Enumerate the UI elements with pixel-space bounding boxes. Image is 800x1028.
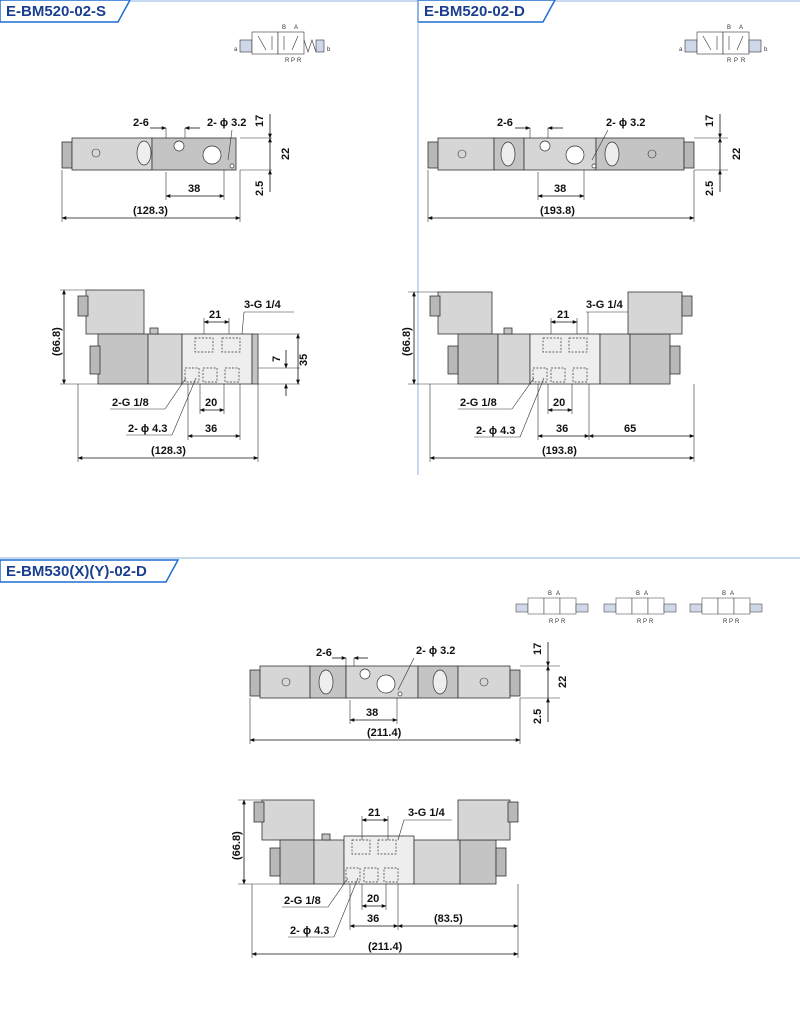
dim-total: (211.4) bbox=[368, 941, 403, 953]
symbol-label-b-port: B bbox=[722, 591, 727, 597]
pneumatic-symbol-closed-center bbox=[516, 591, 588, 625]
section-title-bm530 bbox=[0, 560, 178, 582]
section-title-text: E-BM530(X)(Y)-02-D bbox=[6, 563, 147, 580]
symbol-label-r1: R bbox=[285, 58, 290, 64]
dim-h25: 2.5 bbox=[704, 180, 716, 196]
symbol-label-b: b bbox=[327, 47, 331, 53]
pneumatic-symbol-pressure-center bbox=[690, 591, 762, 625]
symbol-label-a: a bbox=[234, 47, 238, 53]
dim-w21: 21 bbox=[368, 807, 381, 819]
symbol-label-a-port: A bbox=[556, 591, 561, 597]
symbol-label-b-port: B bbox=[548, 591, 553, 597]
symbol-label-b-port: B bbox=[636, 591, 641, 597]
dim-h668: (66.8) bbox=[51, 327, 63, 356]
dim-g18: 2-G 1/8 bbox=[284, 895, 321, 907]
d-top-view bbox=[428, 138, 694, 170]
dim-hole43: 2- ϕ 4.3 bbox=[128, 423, 168, 435]
pneumatic-symbol-double bbox=[679, 25, 768, 64]
s-front-view bbox=[78, 290, 258, 384]
dim-h7: 7 bbox=[271, 355, 283, 362]
dim-hole: 2- ϕ 3.2 bbox=[416, 645, 456, 657]
dim-h17: 17 bbox=[532, 642, 544, 655]
dim-g18: 2-G 1/8 bbox=[460, 397, 497, 409]
symbol-label-a-port: A bbox=[739, 25, 744, 31]
symbol-label-r1: R bbox=[549, 619, 554, 625]
symbol-label-p: P bbox=[734, 58, 739, 64]
section-title-text: E-BM520-02-D bbox=[424, 3, 525, 20]
symbol-label-a: a bbox=[679, 47, 683, 53]
dim-h17: 17 bbox=[254, 114, 266, 127]
s-top-view bbox=[62, 138, 236, 170]
dim-h22: 22 bbox=[731, 147, 743, 160]
dim-w38: 38 bbox=[554, 183, 567, 195]
dim-w38: 38 bbox=[188, 183, 201, 195]
symbol-label-r1: R bbox=[723, 619, 728, 625]
d-front-view bbox=[430, 292, 692, 384]
dim-h22: 22 bbox=[557, 675, 569, 688]
symbol-label-p: P bbox=[555, 619, 560, 625]
dim-w65: 65 bbox=[624, 423, 637, 435]
dim-ports: 2-6 bbox=[316, 647, 332, 659]
dim-g14: 3-G 1/4 bbox=[408, 807, 445, 819]
dim-total: (193.8) bbox=[542, 445, 577, 457]
symbol-label-r1: R bbox=[727, 58, 732, 64]
dim-w20: 20 bbox=[367, 893, 380, 905]
dim-hole: 2- ϕ 3.2 bbox=[606, 117, 646, 129]
dim-h22: 22 bbox=[280, 147, 292, 160]
symbol-label-r2: R bbox=[297, 58, 302, 64]
dim-w20: 20 bbox=[553, 397, 566, 409]
symbol-label-p: P bbox=[729, 619, 734, 625]
dim-h35: 35 bbox=[298, 353, 310, 366]
dim-w36: 36 bbox=[367, 913, 380, 925]
dim-w21: 21 bbox=[209, 309, 222, 321]
pneumatic-symbol-exhaust-center bbox=[604, 591, 676, 625]
dim-w835: (83.5) bbox=[434, 913, 463, 925]
symbol-label-r2: R bbox=[649, 619, 654, 625]
dim-h668: (66.8) bbox=[231, 831, 243, 860]
symbol-label-b-port: B bbox=[282, 25, 287, 31]
dim-hole43: 2- ϕ 4.3 bbox=[290, 925, 330, 937]
dim-g14: 3-G 1/4 bbox=[244, 299, 281, 311]
dim-w38: 38 bbox=[366, 707, 379, 719]
dim-w36: 36 bbox=[556, 423, 569, 435]
section-title-bm520-d bbox=[418, 0, 555, 22]
dim-ports: 2-6 bbox=[497, 117, 513, 129]
symbol-label-a-port: A bbox=[644, 591, 649, 597]
dim-w20: 20 bbox=[205, 397, 218, 409]
dim-h25: 2.5 bbox=[532, 708, 544, 724]
symbol-label-r1: R bbox=[637, 619, 642, 625]
dim-h17: 17 bbox=[704, 114, 716, 127]
dim-w36: 36 bbox=[205, 423, 218, 435]
dim-g14: 3-G 1/4 bbox=[586, 299, 623, 311]
dim-g18: 2-G 1/8 bbox=[112, 397, 149, 409]
dim-h25: 2.5 bbox=[254, 180, 266, 196]
symbol-label-b-port: B bbox=[727, 25, 732, 31]
dim-ports: 2-6 bbox=[133, 117, 149, 129]
dim-hole: 2- ϕ 3.2 bbox=[207, 117, 247, 129]
symbol-label-b: b bbox=[764, 47, 768, 53]
dim-hole43: 2- ϕ 4.3 bbox=[476, 425, 516, 437]
t-top-view bbox=[250, 666, 520, 698]
pneumatic-symbol-single bbox=[234, 25, 331, 64]
dim-w21: 21 bbox=[557, 309, 570, 321]
symbol-label-p: P bbox=[291, 58, 296, 64]
symbol-label-r2: R bbox=[735, 619, 740, 625]
symbol-label-a-port: A bbox=[730, 591, 735, 597]
dim-total: (128.3) bbox=[151, 445, 186, 457]
dim-total: (193.8) bbox=[540, 205, 575, 217]
symbol-label-p: P bbox=[643, 619, 648, 625]
dim-total: (211.4) bbox=[367, 727, 402, 739]
section-title-bm520-s bbox=[0, 0, 130, 22]
symbol-label-r2: R bbox=[561, 619, 566, 625]
section-title-text: E-BM520-02-S bbox=[6, 3, 107, 20]
dim-total: (128.3) bbox=[133, 205, 168, 217]
dim-h668: (66.8) bbox=[401, 327, 413, 356]
symbol-label-a-port: A bbox=[294, 25, 299, 31]
symbol-label-r2: R bbox=[741, 58, 746, 64]
t-front-view bbox=[254, 800, 518, 884]
